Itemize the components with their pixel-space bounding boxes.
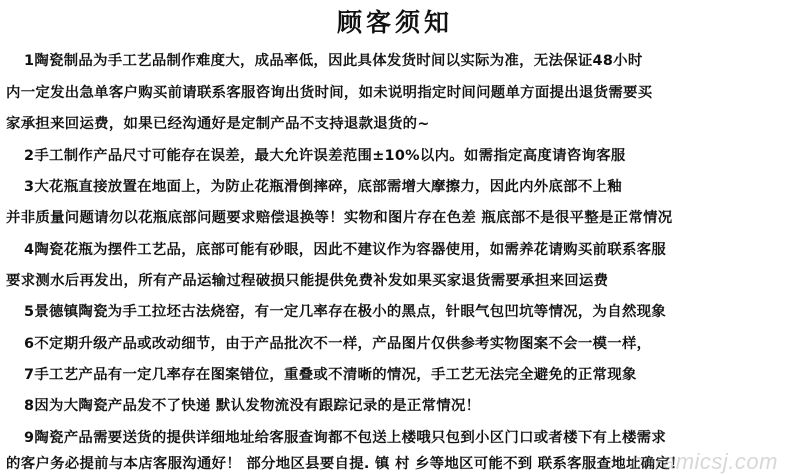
notice-line: 要求测水后再发出，所有产品运输过程破损只能提供免费补发如果买家退货需要承担来回运费 [6, 273, 609, 289]
notice-line: 8因为大陶瓷产品发不了快递 默认发物流没有跟踪记录的是正常情况！ [24, 398, 481, 414]
notice-title: 顾客须知 [336, 8, 453, 37]
notice-line: 内一定发出急单客户购买前请联系客服咨询出货时间，如未说明指定时间问题单方面提出退货需要买 [6, 85, 653, 101]
notice-line: 3大花瓶直接放置在地面上，为防止花瓶滑倒摔碎，底部需增大摩擦力，因此内外底部不上釉 [24, 179, 622, 195]
notice-line: 4陶瓷花瓶为摆件工艺品，底部可能有砂眼，因此不建议作为容器使用，如需养花请购买前联系客服 [24, 242, 667, 258]
notice-line: 并非质量问题请勿以花瓶底部问题要求赔偿退换等！实物和图片存在色差 瓶底部不是很平整是正常情况 [6, 210, 673, 226]
notice-line: 2手工制作产品尺寸可能存在误差，最大允许误差范围±10%以内。如需指定高度请咨询客服 [24, 148, 626, 164]
watermark: ceramicsj.com [630, 449, 778, 474]
notice-line: 9陶瓷产品需要送货的提供详细地址给客服查询都不包送上楼哦只包到小区门口或者楼下有上楼需求 [24, 430, 667, 446]
notice-line: 的客户务必提前与本店客服沟通好！ 部分地区县要自提. 镇 村 乡等地区可能不到 联系客服查地址确定！ [6, 456, 685, 472]
notice-line: 家承担来回运费，如果已经沟通好是定制产品不支持退款退货的~ [6, 116, 430, 132]
notice-line: 1陶瓷制品为手工艺品制作难度大，成品率低，因此具体发货时间以实际为准，无法保证48小时 [24, 53, 643, 69]
notice-line: 5景德镇陶瓷为手工拉坯古法烧窑，有一定几率存在极小的黑点，针眼气包凹坑等情况，为自然现象 [24, 304, 667, 320]
notice-line: 7手工艺产品有一定几率存在图案错位，重叠或不清晰的情况，手工艺无法完全避免的正常现象 [24, 367, 637, 383]
notice-line: 6不定期升级产品或改动细节，由于产品批次不一样，产品图片仅供参考实物图案不会一模一样， [24, 336, 652, 352]
